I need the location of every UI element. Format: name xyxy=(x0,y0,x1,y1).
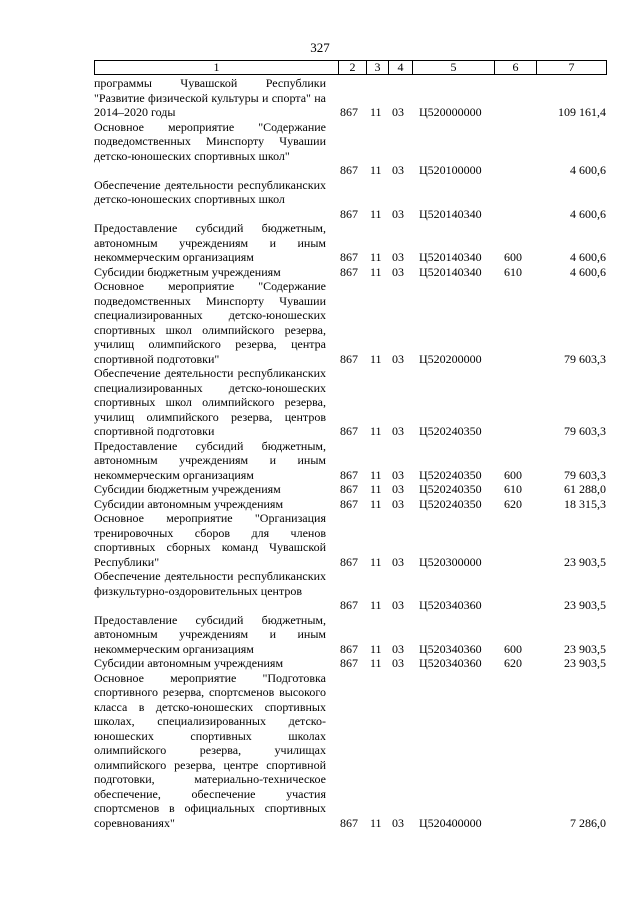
table-row xyxy=(94,279,606,366)
cell-col3: 11 xyxy=(370,598,382,612)
cell-col3: 11 xyxy=(370,496,382,511)
page-number: 327 xyxy=(310,40,330,55)
cell-col7: 4 600,6 xyxy=(570,163,606,177)
column-header-row xyxy=(95,61,607,75)
table-row xyxy=(94,656,606,671)
cell-col3: 11 xyxy=(370,163,382,177)
row-description: Субсидии бюджетным учреждениям xyxy=(94,482,281,496)
cell-col5: Ц520300000 xyxy=(419,554,482,569)
cell-col2: 867 xyxy=(340,206,358,221)
cell-col6: 610 xyxy=(504,264,522,279)
cell-col5: Ц520140340 xyxy=(419,206,482,221)
cell-col4: 03 xyxy=(392,641,404,656)
cell-col6: 620 xyxy=(504,496,522,511)
column-header-2: 2 xyxy=(339,61,367,75)
cell-col3: 11 xyxy=(370,656,382,670)
cell-col7: 23 903,5 xyxy=(564,641,606,656)
cell-col3: 11 xyxy=(370,641,382,656)
row-description: Субсидии автономным учреждениям xyxy=(94,656,284,670)
cell-col5: Ц520340360 xyxy=(419,656,482,670)
row-description: Обеспечение деятельности республиканских специализированных детско-юношеских спортивных школ олимпийского резерва, училищ олимпийского резерва, центров спортивной подготовки xyxy=(94,366,326,438)
table-row xyxy=(94,671,606,831)
cell-col4: 03 xyxy=(392,815,404,830)
cell-col6: 620 xyxy=(504,656,522,670)
cell-col4: 03 xyxy=(392,598,404,612)
cell-col3: 11 xyxy=(370,264,382,279)
cell-col2: 867 xyxy=(340,482,358,496)
cell-col7: 4 600,6 xyxy=(570,264,606,279)
cell-col2: 867 xyxy=(340,656,358,670)
table-row xyxy=(94,613,606,657)
cell-col4: 03 xyxy=(392,656,404,670)
cell-col3: 11 xyxy=(370,554,382,569)
cell-col7: 79 603,3 xyxy=(564,351,606,366)
cell-col2: 867 xyxy=(340,641,358,656)
cell-col3: 11 xyxy=(370,467,382,482)
cell-col7: 4 600,6 xyxy=(570,250,606,264)
cell-col5: Ц520340360 xyxy=(419,641,482,656)
row-description: Обеспечение деятельности республиканских физкультурно-оздоровительных центров xyxy=(94,569,326,598)
cell-col4: 03 xyxy=(392,105,404,119)
cell-col7: 7 286,0 xyxy=(570,815,606,830)
cell-col5: Ц520000000 xyxy=(419,105,482,119)
cell-col7: 79 603,3 xyxy=(564,424,606,438)
column-header-3: 3 xyxy=(367,61,389,75)
cell-col6: 600 xyxy=(504,641,522,656)
cell-col4: 03 xyxy=(392,264,404,279)
cell-col3: 11 xyxy=(370,206,382,221)
cell-col2: 867 xyxy=(340,554,358,569)
column-header-6: 6 xyxy=(495,61,537,75)
table-row xyxy=(94,76,606,120)
row-description: Субсидии автономным учреждениям xyxy=(94,496,284,511)
table-row xyxy=(94,221,606,265)
row-description: Основное мероприятие "Организация тренировочных сборов для членов спортивных сборных команд Чувашской Республики" xyxy=(94,511,326,569)
cell-col4: 03 xyxy=(392,206,404,221)
cell-col5: Ц520240350 xyxy=(419,424,482,438)
cell-col4: 03 xyxy=(392,163,404,177)
cell-col7: 61 288,0 xyxy=(564,482,606,496)
cell-col2: 867 xyxy=(340,250,358,264)
row-description: Предоставление субсидий бюджетным, автономным учреждениям и иным некоммерческим организациям xyxy=(94,221,326,264)
row-description: Субсидии бюджетным учреждениям xyxy=(94,264,281,279)
cell-col2: 867 xyxy=(340,496,358,511)
cell-col2: 867 xyxy=(340,105,358,119)
cell-col7: 109 161,4 xyxy=(558,105,606,119)
cell-col3: 11 xyxy=(370,250,382,264)
row-description: программы Чувашской Республики "Развитие физической культуры и спорта" на 2014–2020 годы xyxy=(94,76,326,119)
cell-col7: 18 315,3 xyxy=(564,496,606,511)
row-description: Обеспечение деятельности республиканских детско-юношеских спортивных школ xyxy=(94,177,326,206)
cell-col6: 600 xyxy=(504,467,522,482)
table-row xyxy=(94,439,606,483)
cell-col4: 03 xyxy=(392,250,404,264)
cell-col5: Ц520240350 xyxy=(419,467,482,482)
column-header-5: 5 xyxy=(413,61,495,75)
cell-col7: 79 603,3 xyxy=(564,467,606,482)
cell-col3: 11 xyxy=(370,424,382,438)
cell-col7: 4 600,6 xyxy=(570,206,606,221)
cell-col4: 03 xyxy=(392,554,404,569)
table-row xyxy=(94,569,606,613)
row-description: Предоставление субсидий бюджетным, автономным учреждениям и иным некоммерческим организациям xyxy=(94,612,326,656)
cell-col5: Ц520140340 xyxy=(419,250,482,264)
row-description: Основное мероприятие "Содержание подведомственных Минспорту Чувашии детско-юношеских спортивных школ" xyxy=(94,119,326,163)
row-description: Предоставление субсидий бюджетным, автономным учреждениям и иным некоммерческим организациям xyxy=(94,438,326,482)
cell-col5: Ц520140340 xyxy=(419,264,482,279)
table-row xyxy=(94,482,606,497)
table-row xyxy=(94,497,606,512)
column-header-7: 7 xyxy=(537,61,607,75)
cell-col4: 03 xyxy=(392,467,404,482)
cell-col4: 03 xyxy=(392,496,404,511)
cell-col2: 867 xyxy=(340,264,358,279)
table-row xyxy=(94,120,606,178)
row-description: Основное мероприятие "Содержание подведомственных Минспорту Чувашии специализированных детско-юношеских спортивных школ олимпийского резерва, училищ олимпийского резерва, центра спортивной подготовки" xyxy=(94,279,326,366)
cell-col3: 11 xyxy=(370,351,382,366)
cell-col5: Ц520400000 xyxy=(419,815,482,830)
cell-col2: 867 xyxy=(340,424,358,438)
row-description: Основное мероприятие "Подготовка спортивного резерва, спортсменов высокого класса в детско-юношеских спортивных школах, специализированных детско-юношеских спортивных школах олимпийского резерва, училищах олимпийского резерва, центре спортивной подготовки, материально-техническое обеспечение, обеспечение участия спортсменов в официальных спортивных соревнованиях" xyxy=(94,670,326,830)
cell-col7: 23 903,5 xyxy=(564,554,606,569)
table-row xyxy=(94,265,606,280)
table-row xyxy=(94,511,606,569)
cell-col6: 600 xyxy=(504,250,522,264)
cell-col2: 867 xyxy=(340,467,358,482)
cell-col5: Ц520100000 xyxy=(419,163,482,177)
cell-col2: 867 xyxy=(340,163,358,177)
cell-col7: 23 903,5 xyxy=(564,656,606,670)
cell-col5: Ц520200000 xyxy=(419,351,482,366)
cell-col3: 11 xyxy=(370,815,382,830)
cell-col6: 610 xyxy=(504,482,522,496)
table-row xyxy=(94,366,606,439)
cell-col4: 03 xyxy=(392,351,404,366)
cell-col5: Ц520240350 xyxy=(419,482,482,496)
cell-col5: Ц520340360 xyxy=(419,598,482,612)
cell-col5: Ц520240350 xyxy=(419,496,482,511)
cell-col4: 03 xyxy=(392,482,404,496)
column-header-1: 1 xyxy=(95,61,339,75)
cell-col7: 23 903,5 xyxy=(564,598,606,612)
column-header-4: 4 xyxy=(389,61,413,75)
table-row xyxy=(94,178,606,222)
cell-col2: 867 xyxy=(340,598,358,612)
cell-col3: 11 xyxy=(370,105,382,119)
cell-col2: 867 xyxy=(340,815,358,830)
column-header-table xyxy=(94,60,607,75)
cell-col2: 867 xyxy=(340,351,358,366)
cell-col3: 11 xyxy=(370,482,382,496)
cell-col4: 03 xyxy=(392,424,404,438)
